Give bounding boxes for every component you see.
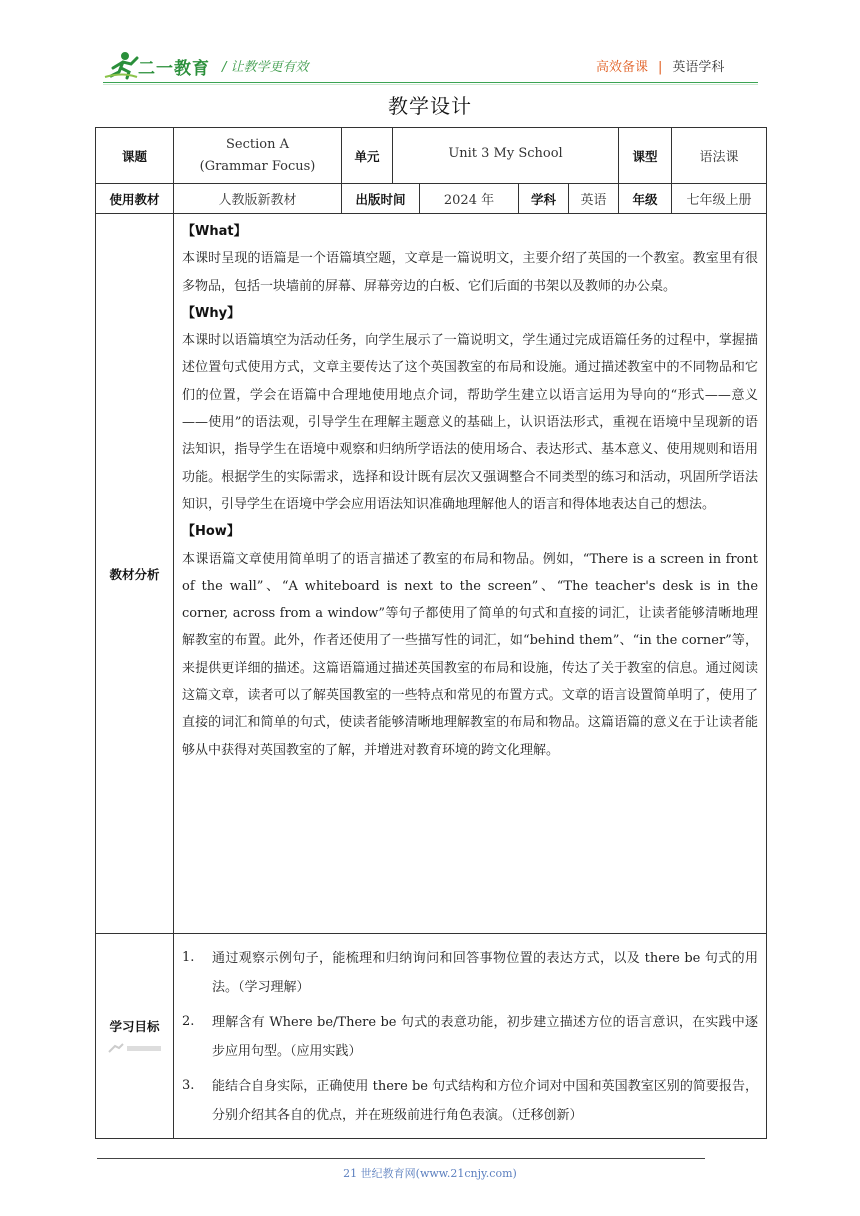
type-label: 课型	[619, 128, 672, 184]
what-text: 本课时呈现的语篇是一个语篇填空题，文章是一篇说明文，主要介绍了英国的一个教室。教室里有很多物品，包括一块墙前的屏幕、屏幕旁边的白板、它们后面的书架以及教师的办公桌。	[182, 251, 759, 294]
footer-link[interactable]: 21 世纪教育网(www.21cnjy.com)	[343, 1167, 517, 1180]
textbook-label: 使用教材	[96, 184, 174, 214]
table-row	[96, 184, 767, 214]
pubtime-value: 2024 年	[420, 184, 519, 214]
type-value: 语法课	[672, 128, 767, 184]
lesson-design-table	[95, 127, 767, 1139]
logo-text: 二一教育	[138, 59, 210, 79]
goals-label-cell	[96, 934, 174, 1139]
unit-value: Unit 3 My School	[393, 128, 619, 184]
goals-label: 学习目标	[109, 1019, 160, 1034]
pubtime-label: 出版时间	[342, 184, 420, 214]
analysis-content	[174, 214, 767, 934]
header-efficient-prep: 高效备课	[596, 60, 649, 75]
watermark-logo-icon	[105, 1041, 165, 1055]
goal-text: 理解含有 Where be/There be 句式的表意功能，初步建立描述方位的语言意识，在实践中逐步应用句型。（应用实践）	[212, 1015, 759, 1059]
header-right	[596, 56, 724, 75]
topic-label: 课题	[96, 128, 174, 184]
grade-value: 七年级上册	[672, 184, 767, 214]
textbook-value: 人教版新教材	[174, 184, 342, 214]
header-divider	[103, 82, 758, 83]
table-row	[96, 934, 767, 1139]
how-text: 本课语篇文章使用简单明了的语言描述了教室的布局和物品。例如，“There is a screen in front of the wall”、“A whiteboard is next to the screen”、“The teacher's desk is in the corner, across from a window”等句子都使用了简单的句式和直接的词汇，让读者能够清晰地理解教室的布置。此外，作者还使用了一些描写性的词汇，如“behind them”、“in the corner”等，来提供更详细的描述。这篇语篇通过描述英国教室的布局和设施，传达了关于教室的信息。通过阅读这篇文章，读者可以了解英国教室的一些特点和常见的布置方式。文章的语言设置简单明了，使用了直接的词汇和简单的句式，使读者能够清晰地理解教室的布局和物品。这篇语篇的意义在于让读者能够从中获得对英国教室的了解，并增进对教育环境的跨文化理解。	[182, 551, 759, 758]
header-divider-light	[103, 84, 758, 85]
unit-label: 单元	[342, 128, 393, 184]
goals-content	[174, 934, 767, 1139]
topic-value-line2: (Grammar Focus)	[199, 158, 316, 174]
footer-divider	[97, 1158, 705, 1159]
goal-text: 通过观察示例句子，能梳理和归纳询问和回答事物位置的表达方式，以及 there be 句式的用法。（学习理解）	[212, 951, 759, 995]
goal-text: 能结合自身实际，正确使用 there be 句式结构和方位介词对中国和英国教室区别的简要报告，分别介绍其各自的优点，并在班级前进行角色表演。（迁移创新）	[212, 1079, 759, 1123]
how-heading: 【How】	[182, 524, 240, 540]
why-text: 本课时以语篇填空为活动任务，向学生展示了一篇说明文，学生通过完成语篇任务的过程中，掌握描述位置句式使用方式，文章主要传达了这个英国教室的布局和设施。通过描述教室中的不同物品和它们的位置，学会在语篇中合理地使用地点介词，帮助学生建立以语言运用为导向的“形式——意义——使用”的语法观，引导学生在理解主题意义的基础上，认识语法形式，重视在语境中呈现新的语法知识，指导学生在语境中观察和归纳所学语法的使用场合、表达形式、基本意义、使用规则和语用功能。根据学生的实际需求，选择和设计既有层次又强调整合不同类型的练习和活动，巩固所学语法知识，引导学生在语境中学会应用语法知识准确地理解他人的语言和得体地表达自己的想法。	[182, 333, 759, 512]
subject-value: 英语	[569, 184, 619, 214]
page-header	[0, 0, 860, 90]
grade-label: 年级	[619, 184, 672, 214]
goal-number: 2.	[182, 1014, 195, 1029]
table-row	[96, 128, 767, 184]
header-separator: |	[658, 60, 663, 75]
page-title: 教学设计	[388, 94, 472, 118]
goal-number: 1.	[182, 950, 195, 965]
topic-value-line1: Section A	[226, 136, 289, 152]
topic-value	[174, 128, 342, 184]
slogan: / 让教学更有效	[222, 60, 309, 75]
subject-label: 学科	[519, 184, 569, 214]
table-row	[96, 214, 767, 934]
analysis-label: 教材分析	[96, 214, 174, 934]
goal-item	[182, 1008, 758, 1066]
goal-item	[182, 1072, 758, 1130]
why-heading: 【Why】	[182, 305, 241, 321]
goal-item	[182, 944, 758, 1002]
header-subject: 英语学科	[672, 60, 725, 75]
what-heading: 【What】	[182, 224, 247, 239]
goal-number: 3.	[182, 1078, 195, 1093]
